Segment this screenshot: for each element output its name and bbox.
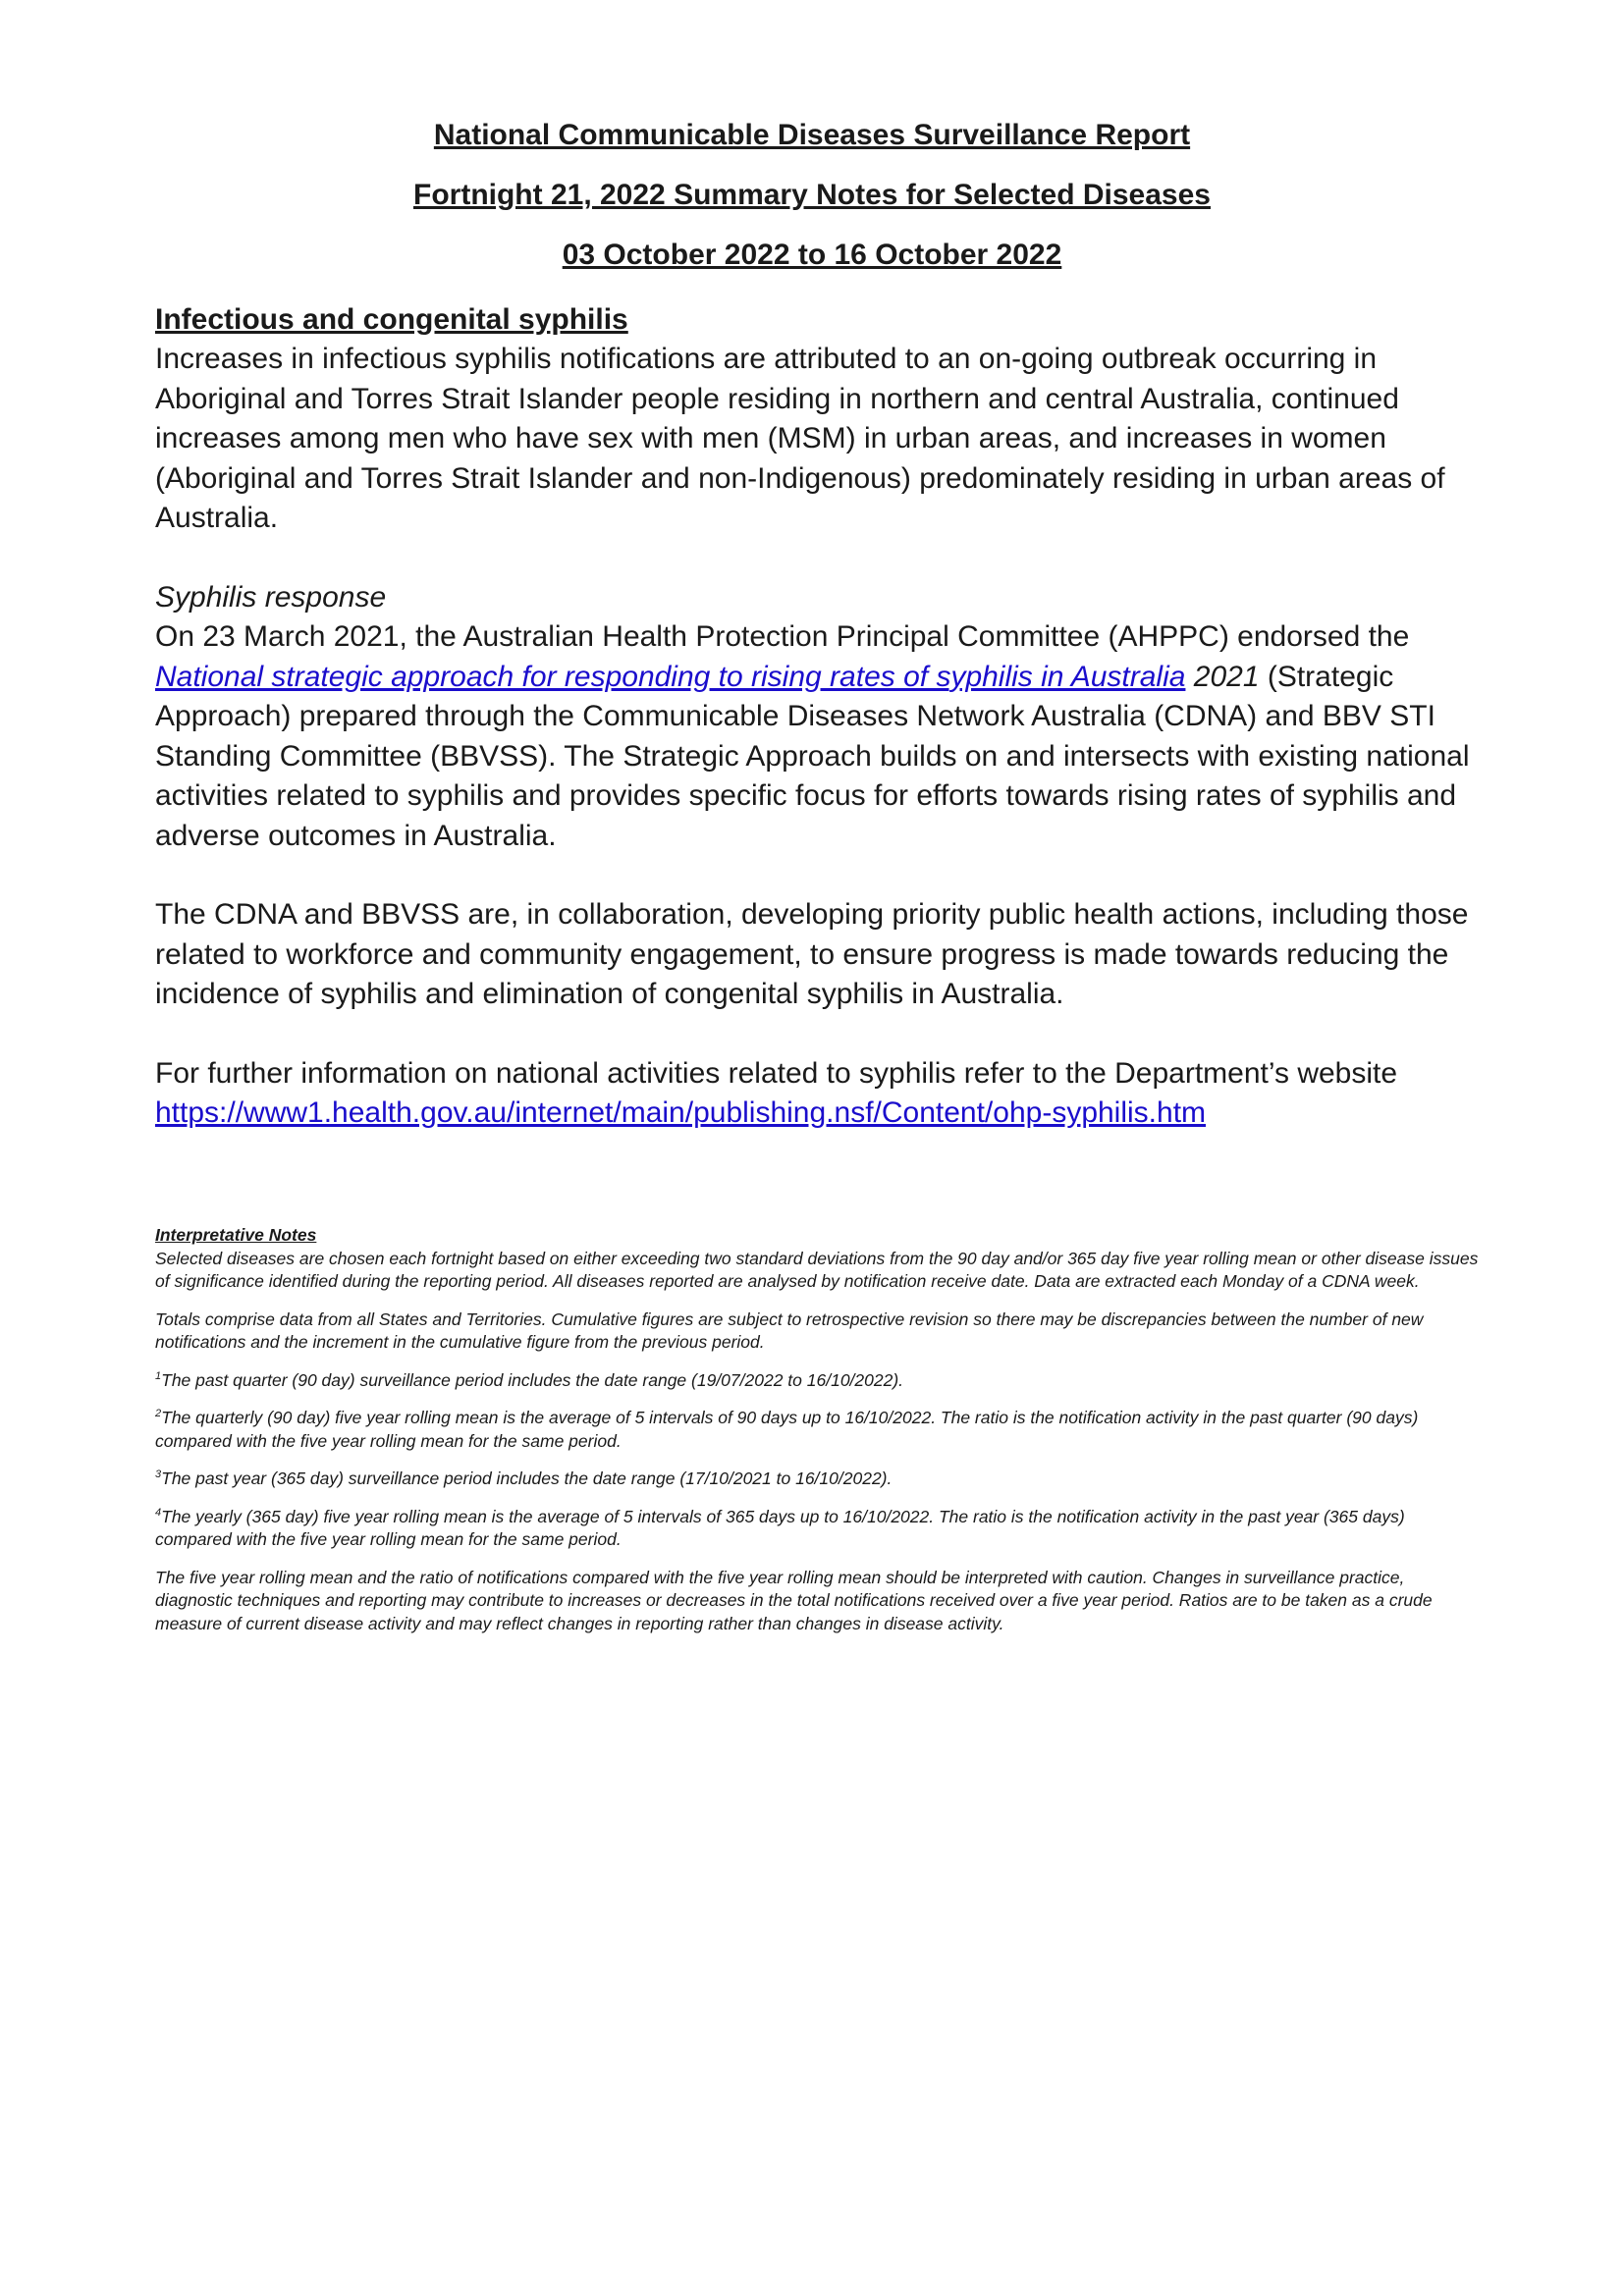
further-info-paragraph [155, 1054, 1481, 1134]
cdna-actions-paragraph: The CDNA and BBVSS are, in collaboration, developing priority public health actions, including those related to workforce and community engagement, to ensure progress is made towards reducing the incidence of syphilis and elimination of congenital syphilis in Australia. [155, 898, 1469, 1010]
note-year-period [155, 1468, 1481, 1491]
note-caution: The five year rolling mean and the ratio of notifications compared with the five year rolling mean should be interpreted with caution. Changes in surveillance practice, diagnostic techniques and reporting may contribute to increases or decreases in the total notifications received over a five year period. Ratios are to be taken as a crude measure of current disease activity and may reflect changes in reporting rather than changes in disease activity. [155, 1567, 1433, 1633]
response-text-after: (Strategic Approach) prepared through the Communicable Diseases Network Australia (CDNA) and BBV STI Standing Committee (BBVSS). The Strategic Approach builds on and intersects with existing national activities related to syphilis and provides specific focus for efforts towards rising rates of syphilis and adverse outcomes in Australia. [155, 660, 1470, 852]
strategic-approach-year: 2021 [1185, 660, 1260, 693]
note-yearly-mean [155, 1506, 1481, 1552]
syphilis-section [155, 300, 1481, 1134]
strategic-approach-link[interactable]: National strategic approach for responding to rising rates of syphilis in Australia [155, 660, 1186, 693]
footnote-marker: 1 [155, 1369, 162, 1382]
report-header [0, 116, 1624, 275]
syphilis-response-paragraph [155, 617, 1481, 856]
footnote-marker: 2 [155, 1408, 162, 1420]
note-text: The yearly (365 day) five year rolling mean is the average of 5 intervals of 365 days up to 16/10/2022. The ratio is the notification activity in the past year (365 days) compared with the five year rolling mean for the same period. [155, 1506, 1405, 1549]
department-website-link[interactable]: https://www1.health.gov.au/internet/main/publishing.nsf/Content/ohp-syphilis.htm [155, 1096, 1207, 1129]
note-quarter-period [155, 1369, 1481, 1393]
note-text: The past year (365 day) surveillance period includes the date range (17/10/2021 to 16/10/2022). [161, 1468, 893, 1488]
report-subtitle: Fortnight 21, 2022 Summary Notes for Selected Diseases [413, 179, 1211, 211]
response-text-before: On 23 March 2021, the Australian Health Protection Principal Committee (AHPPC) endorsed the [155, 620, 1410, 653]
notes-title: Interpretative Notes [155, 1225, 317, 1245]
syphilis-response-heading: Syphilis response [155, 580, 387, 614]
further-info-text: For further information on national activities related to syphilis refer to the Department’s website [155, 1056, 1398, 1090]
report-date-range: 03 October 2022 to 16 October 2022 [562, 239, 1062, 271]
note-text: The past quarter (90 day) surveillance period includes the date range (19/07/2022 to 16/10/2022). [161, 1369, 904, 1390]
report-title: National Communicable Diseases Surveillance Report [433, 119, 1191, 151]
note-totals: Totals comprise data from all States and Territories. Cumulative figures are subject to retrospective revision so there may be discrepancies between the number of new notifications and the increment in the cumulative figure from the previous period. [155, 1308, 1424, 1352]
note-quarterly-mean [155, 1407, 1481, 1453]
section-title: Infectious and congenital syphilis [155, 303, 628, 336]
note-text: The quarterly (90 day) five year rolling mean is the average of 5 intervals of 90 days up to 16/10/2022. The ratio is the notification activity in the past quarter (90 days) compared with the five year rolling mean for the same period. [155, 1408, 1419, 1451]
syphilis-intro-paragraph: Increases in infectious syphilis notifications are attributed to an on-going outbreak occurring in Aboriginal and Torres Strait Islander people residing in northern and central Australia, continued increases among men who have sex with men (MSM) in urban areas, and increases in women (Aboriginal and Torres Strait Islander and non-Indigenous) predominately residing in urban areas of Australia. [155, 343, 1445, 534]
interpretative-notes [155, 1224, 1481, 1635]
note-selection-criteria: Selected diseases are chosen each fortnight based on either exceeding two standard deviations from the 90 day and/or 365 day five year rolling mean or other disease issues of significance identified during the reporting period. All diseases reported are analysed by notification receive date. Data are extracted each Monday of a CDNA week. [155, 1248, 1479, 1291]
footnote-marker: 3 [155, 1468, 162, 1481]
footnote-marker: 4 [155, 1506, 162, 1519]
